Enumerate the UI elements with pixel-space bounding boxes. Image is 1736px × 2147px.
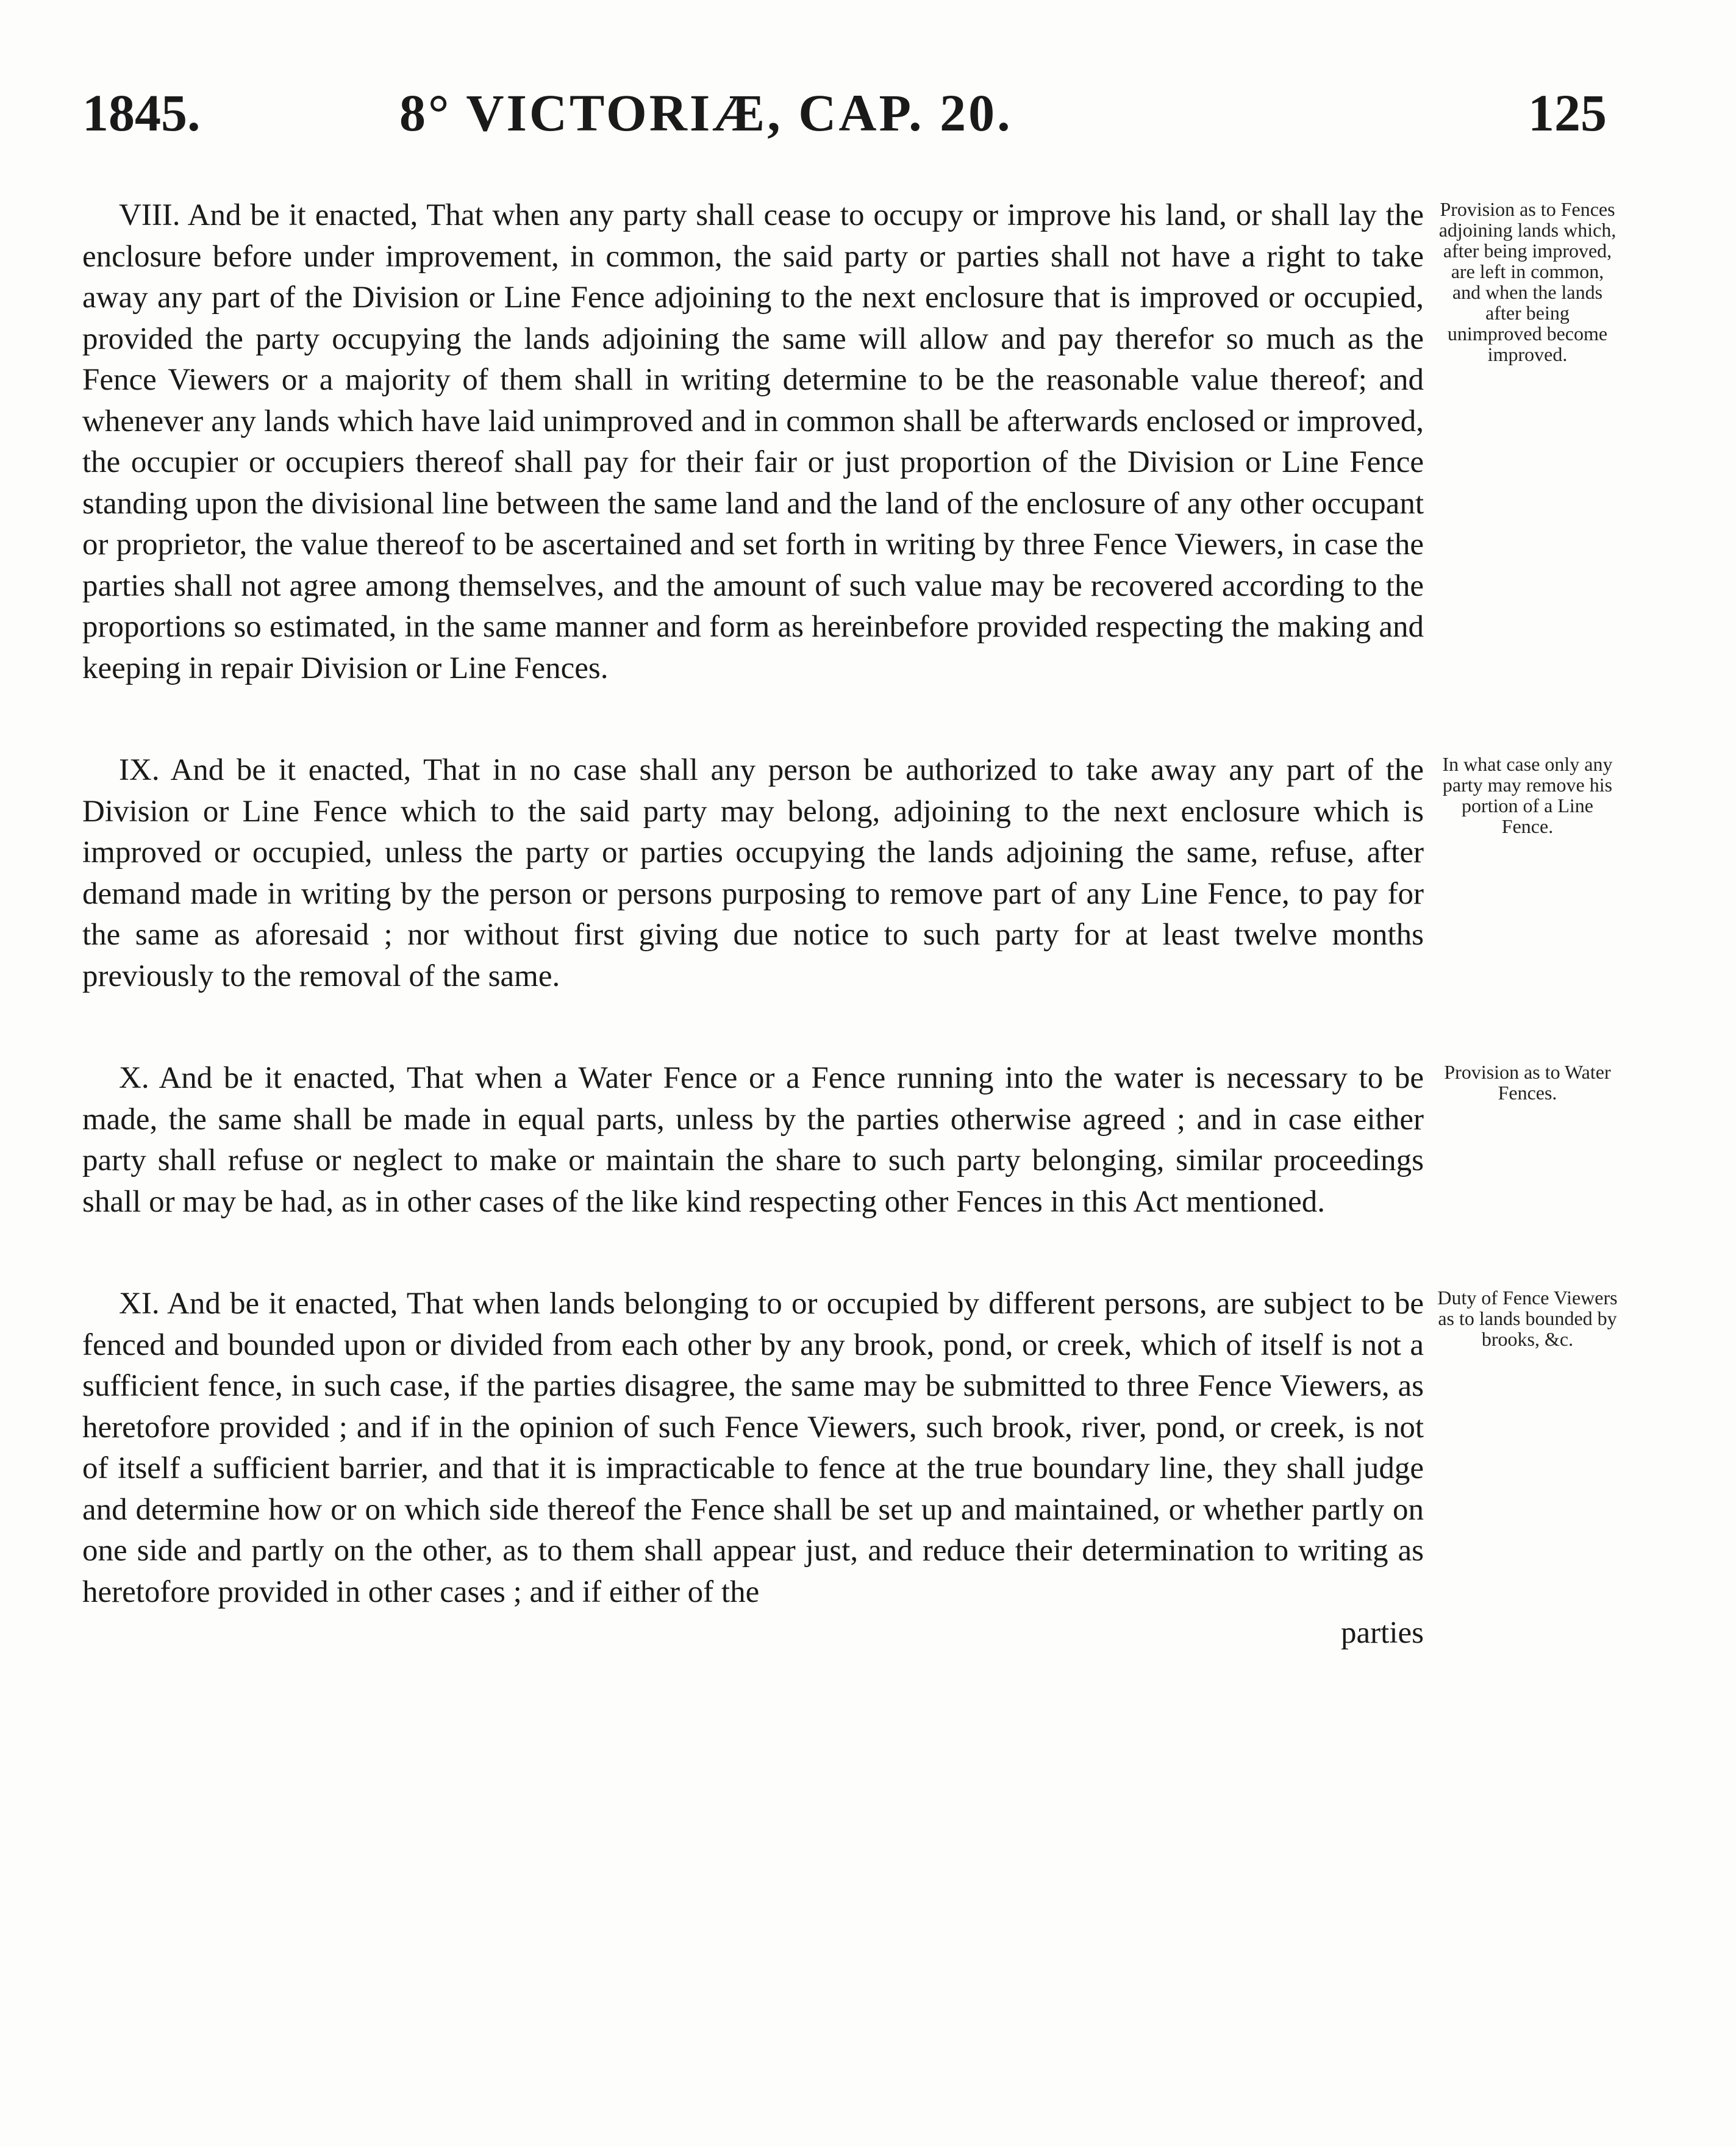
marginal-note: Duty of Fence Viewers as to lands bounded by brooks, &c. bbox=[1437, 1287, 1618, 1350]
section-number: IX. bbox=[119, 753, 160, 787]
section-paragraph bbox=[82, 1058, 1424, 1223]
section-ix bbox=[82, 750, 1613, 997]
running-header bbox=[82, 73, 1607, 152]
section-text: And be it enacted, That when any party shall cease to occupy or improve his land, or shall lay the enclosure before under improvement, in common, the said party or parties shall not have a right to take away any part of the Division or Line Fence adjoining to the next enclosure that is improved or occupied, provided the party occupying the lands adjoining the same will allow and pay therefor so much as the Fence Viewers or a majority of them shall in writing determine to be the reasonable value thereof; and whenever any lands which have laid unimproved and in common shall be afterwards enclosed or improved, the occupier or occupiers thereof shall pay for their fair or just proportion of the Division or Line Fence standing upon the divisional line between the same land and the land of the enclosure of any other occupant or proprietor, the value thereof to be ascertained and set forth in writing by three Fence Viewers, in case the parties shall not agree among themselves, and the amount of such value may be recovered according to the proportions so estimated, in the same manner and form as hereinbefore provided respecting the making and keeping in repair Division or Line Fences. bbox=[82, 198, 1424, 685]
section-number: VIII. bbox=[119, 198, 180, 232]
section-number: X. bbox=[119, 1061, 149, 1095]
body-text bbox=[82, 195, 1618, 1715]
catchword: parties bbox=[1341, 1616, 1424, 1650]
marginal-note: Provision as to Fences adjoining lands which, after being improved, are left in common, and when the lands after being unimproved become improved. bbox=[1438, 198, 1616, 365]
section-text: And be it enacted, That when lands belonging to or occupied by different persons, are subject to be fenced and bounded upon or divided from each other by any brook, pond, or creek, which of itself is not a sufficient fence, in such case, if the parties disagree, the same may be submitted to three Fence Viewers, as heretofore provided ; and if in the opinion of such Fence Viewers, such brook, river, pond, or creek, is not of itself a sufficient barrier, and that it is impracticable to fence at the true boundary line, they shall judge and determine how or on which side thereof the Fence shall be set up and maintained, or whether partly on one side and partly on the other, as to them shall appear just, and reduce their determination to writing as heretofore provided in other cases ; and if either of the bbox=[82, 1287, 1424, 1609]
section-paragraph bbox=[82, 750, 1424, 997]
section-paragraph bbox=[82, 195, 1424, 689]
section-xi bbox=[82, 1284, 1618, 1654]
marginal-note: Provision as to Water Fences. bbox=[1444, 1061, 1611, 1104]
section-text: And be it enacted, That in no case shall any person be authorized to take away any part of the Division or Line Fence which to the said party may belong, adjoining to the next enclosure which is improved or occupied, unless the party or parties occupying the lands adjoining the same, refuse, after demand made in writing by the person or persons purposing to remove part of any Line Fence, to pay for the same as aforesaid ; nor without first giving due notice to such party for at least twelve months previously to the removal of the same. bbox=[82, 753, 1424, 993]
header-year: 1845. bbox=[82, 84, 201, 142]
page-number: 125 bbox=[1528, 84, 1607, 142]
section-paragraph bbox=[82, 1284, 1424, 1613]
section-viii bbox=[82, 195, 1616, 689]
section-number: XI. bbox=[119, 1287, 160, 1321]
section-x bbox=[82, 1058, 1611, 1223]
marginal-note: In what case only any party may remove his portion of a Line Fence. bbox=[1442, 753, 1613, 837]
header-title: 8° VICTORIÆ, CAP. 20. bbox=[399, 84, 1013, 142]
section-text: And be it enacted, That when a Water Fence or a Fence running into the water is necessary to be made, the same shall be made in equal parts, unless by the parties otherwise agreed ; and in case either party shall refuse or neglect to make or maintain the share to such party belonging, similar proceedings shall or may be had, as in other cases of the like kind respecting other Fences in this Act mentioned. bbox=[82, 1061, 1424, 1219]
